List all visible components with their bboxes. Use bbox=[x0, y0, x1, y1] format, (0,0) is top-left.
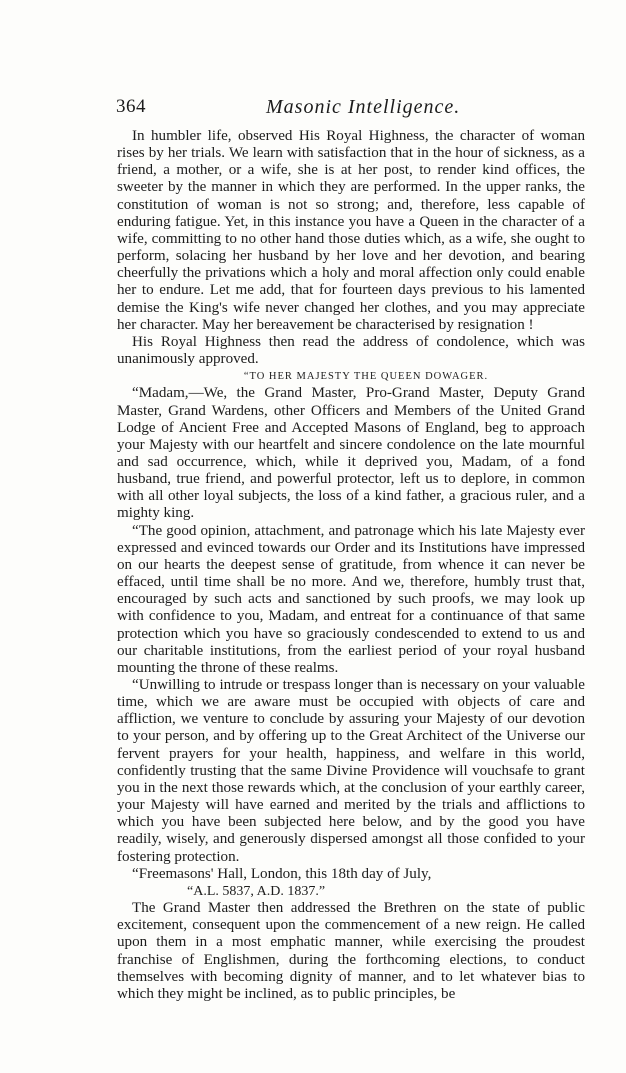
body-text bbox=[117, 128, 585, 1003]
paragraph-address-patronage: “The good opinion, attachment, and patronage which his late Majesty ever expressed and evinced towards our Order and its Institutions have impressed on our hearts the deepest sense of gratitude, from whence it can never be effaced, until time shall be no more. And we, therefore, humbly trust that, encouraged by such acts and sanctioned by such proofs, we may look up with confidence to you, Madam, and entreat for a continuance of that same protection which you have so graciously condescended to extend to us and our charitable institutions, from the earliest period of your royal husband mounting the throne of these realms. bbox=[117, 522, 585, 676]
paragraph-address-location: “Freemasons' Hall, London, this 18th day of July, bbox=[132, 865, 432, 882]
address-heading: “TO HER MAJESTY THE QUEEN DOWAGER. bbox=[243, 371, 489, 383]
paragraph-grand-master-address: The Grand Master then addressed the Brethren on the state of public excitement, consequent upon the commencement of a new reign. He called upon them in a most emphatic manner, while exercising the proudest franchise of Englishmen, during the forthcoming elections, to conduct themselves with becoming dignity of manner, and to let whatever bias to which they might be inclined, as to public principles, be bbox=[117, 900, 585, 1002]
paragraph-royal-highness-speech: In humbler life, observed His Royal Highness, the character of woman rises by her trials. We learn with satisfaction that in the hour of sickness, as a friend, a mother, or a wife, she is at her post, to render kind offices, the sweeter by the manner in which they are performed. In the upper ranks, the constitution of woman is not so strong; and, therefore, less capable of enduring fatigue. Yet, in this instance you have a Queen in the character of a wife, committing to no other hand those duties which, as a wife, she ought to perform, solacing her husband by her love and her devotion, and bearing cheerfully the privations which a holy and moral affection only could enable her to endure. Let me add, that for fourteen days previous to his lamented demise the King's wife never changed her clothes, and you may appreciate her character. May her bereavement be characterised by resignation ! bbox=[117, 128, 585, 333]
paragraph-address-closing: “Unwilling to intrude or trespass longer than is necessary on your valuable time, which we are aware must be occupied with objects of care and affliction, we venture to conclude by assuring your Majesty of our devotion to your person, and by offering up to the Great Architect of the Universe our fervent prayers for your health, happiness, and welfare in this world, confidently trusting that the same Divine Providence will vouchsafe to grant you in the next those rewards which, at the conclusion of your earthly career, your Majesty will have earned and merited by the trials and afflictions to which you have been subjected here below, and by the good you have readily, wisely, and generously dispersed amongst all those confided to your fostering protection. bbox=[117, 677, 585, 865]
page-header bbox=[116, 96, 586, 122]
paragraph-address-read: His Royal Highness then read the address of condolence, which was unanimously approved. bbox=[117, 333, 585, 368]
running-title: Masonic Intelligence. bbox=[266, 96, 461, 118]
paragraph-address-opening: “Madam,—We, the Grand Master, Pro-Grand Master, Deputy Grand Master, Grand Wardens, other Officers and Members of the United Grand Lodge of Ancient Free and Accepted Masons of England, beg to approach your Majesty with our heartfelt and sincere condolence on the late mournful and sad occurrence, which, while it deprived you, Madam, of a fond husband, true friend, and powerful protector, left us to deplore, in common with all other loyal subjects, the loss of a kind father, a gracious ruler, and a mighty king. bbox=[117, 385, 585, 522]
address-date-line: “A.L. 5837, A.D. 1837.” bbox=[187, 883, 326, 899]
page-number: 364 bbox=[116, 96, 146, 117]
